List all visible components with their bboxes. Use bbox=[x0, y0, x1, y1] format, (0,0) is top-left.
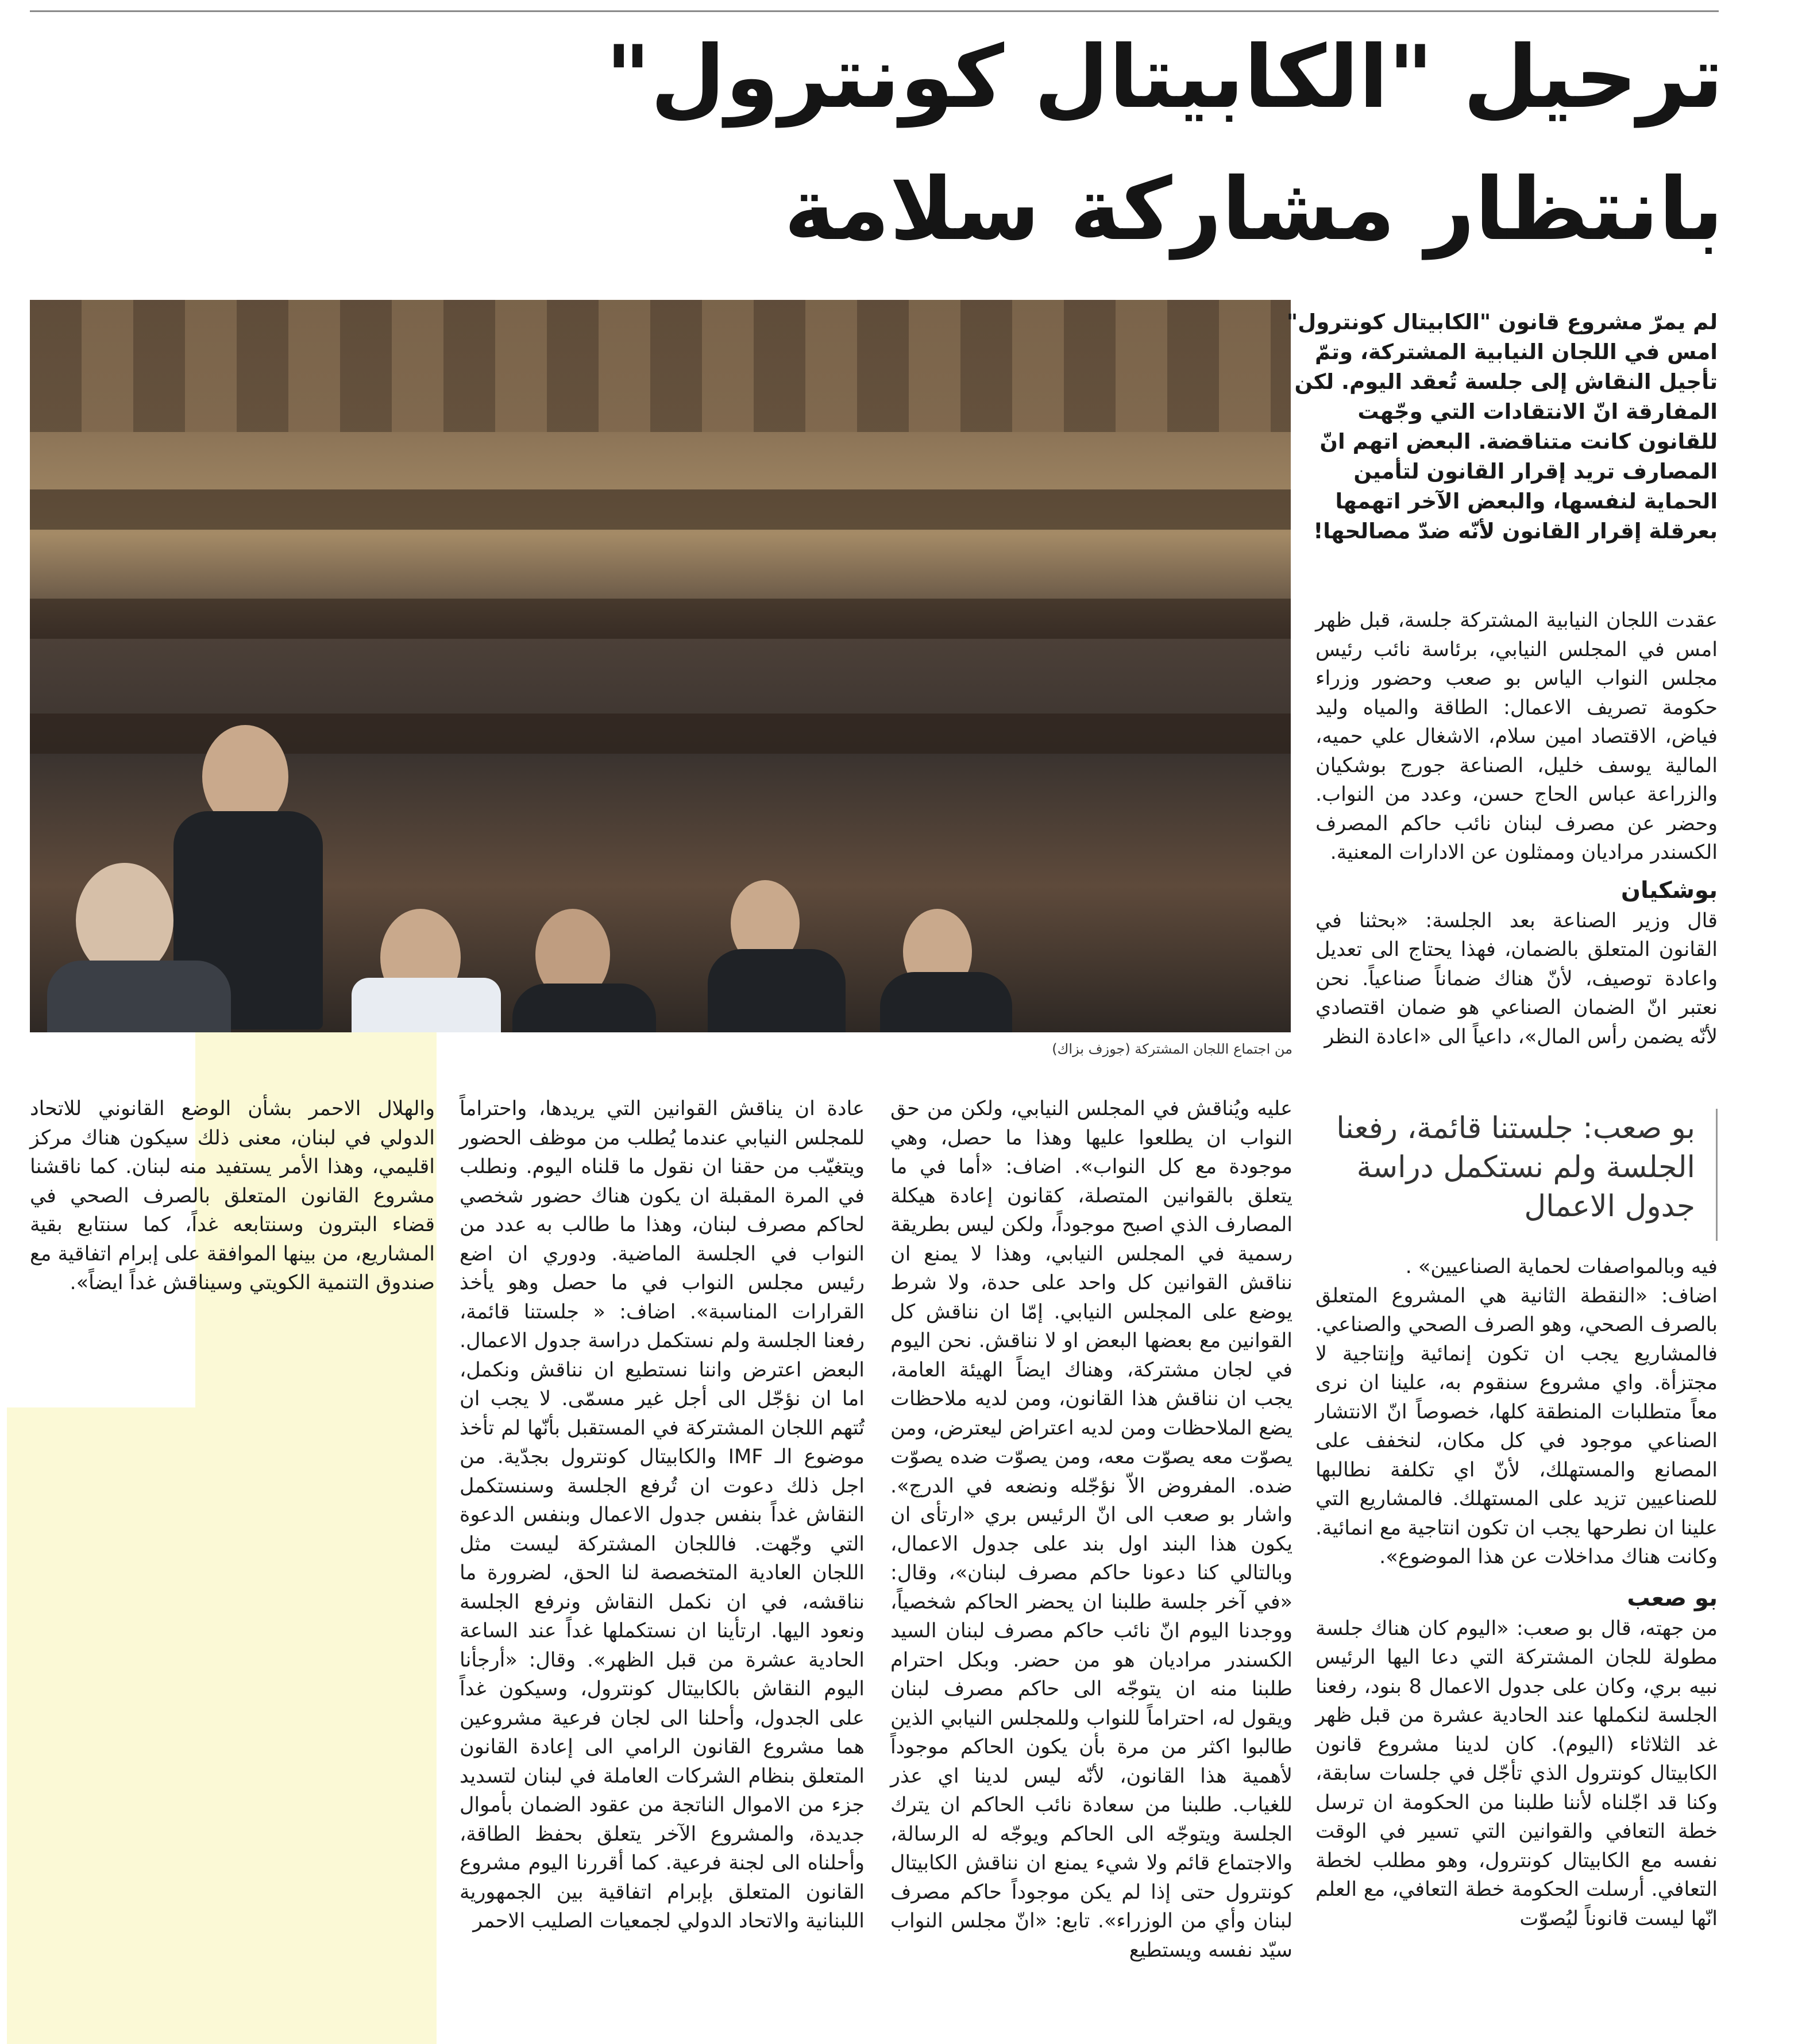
photo-caption: من اجتماع اللجان المشتركة (جوزف بزاك) bbox=[1052, 1041, 1292, 1057]
headline-line-1: ترحيل "الكابيتال كونترول" bbox=[605, 28, 1723, 128]
highlight-band-lower bbox=[7, 1407, 196, 2044]
column-2 bbox=[890, 1094, 1292, 1965]
column-3 bbox=[460, 1094, 865, 1936]
lede-paragraph: لم يمرّ مشروع قانون "الكابيتال كونترول" امس في اللجان النيابية المشتركة، وتمّ تأجيل النقاش إلى جلسة تُعقد اليوم. لكن المفارقة انّ الانتقادات التي وجّهت للقانون كانت متناقضة. البعض اتهم انّ المصارف تريد إقرار القانون لتأمين الحماية لنفسها، والبعض الآخر اتهمها بعرقلة إقرار القانون لأنّه ضدّ مصالحها! bbox=[1286, 310, 1718, 543]
column-4 bbox=[30, 1094, 435, 1298]
bushkian-paragraph: قال وزير الصناعة بعد الجلسة: «بحثنا في القانون المتعلق بالضمان، فهذا يحتاج الى تعديل واعادة توصيف، لأنّ هناك ضماناً صناعياً. نحن نعتبر انّ الضمان الصناعي هو ضمان اقتصادي لأنّه يضمن رأس المال»، داعياً الى «اعادة النظر bbox=[1315, 909, 1718, 1048]
column-3-text: عادة ان يناقش القوانين التي يريدها، واحتراماً للمجلس النيابي عندما يُطلب من موظف الحضور ويتغيّب من حقنا ان نقول ما قلناه اليوم. ونطلب في المرة المقبلة ان يكون هناك حضور شخصي لحاكم مصرف لبنان، وهذا ما طالب به عدد من النواب في الجلسة الماضية. ودوري ان اضع رئيس مجلس النواب في ما حصل وهو يأخذ القرارات المناسبة». اضاف: « جلستنا قائمة، رفعنا الجلسة ولم نستكمل دراسة جدول الاعمال. البعض اعترض واننا نستطيع ان نناقش ونكمل، اما ان نؤجّل الى أجل غير مسمّى. لا يجب ان تُتهم اللجان المشتركة في المستقبل بأنّها لم تأخذ موضوع الـ IMF والكابيتال كونترول بجدّية. من اجل ذلك دعوت ان تُرفع الجلسة وسنستكمل النقاش غداً بنفس جدول الاعمال وبنفس الدعوة التي وجّهت. فاللجان المشتركة ليست مثل اللجان العادية المتخصصة لنا الحق، لضرورة ما نناقشه، في ان نكمل النقاش ونرفع الجلسة ونعود اليها. ارتأينا ان نستكملها غداً عند الساعة الحادية عشرة من قبل الظهر». وقال: «أرجأنا اليوم النقاش بالكابيتال كونترول، وسيكون غداً على الجدول، وأحلنا الى لجان فرعية مشروعين هما مشروع القانون الرامي الى إعادة القانون المتعلق بنظام الشركات العاملة في لبنان لتسديد جزء من الاموال الناتجة من عقود الضمان بأموال جديدة، والمشروع الآخر يتعلق بحفظ الطاقة، وأحلناه الى لجنة فرعية. كما أقررنا اليوم مشروع القانون المتعلق بإبرام اتفاقية بين الجمهورية اللبنانية والاتحاد الدولي لجمعيات الصليب الاحمر bbox=[460, 1097, 865, 1933]
top-rule bbox=[30, 10, 1719, 12]
paragraph-2: فيه وبالمواصفات لحماية الصناعيين» . bbox=[1405, 1255, 1718, 1278]
column-1-bottom bbox=[1315, 1252, 1718, 1933]
subhead-bou-saab: بو صعب bbox=[1627, 1584, 1718, 1611]
column-4-text: والهلال الاحمر بشأن الوضع القانوني للاتحاد الدولي في لبنان، معنى ذلك سيكون هناك مركز اقليمي، وهذا الأمر يستفيد منه لبنان. كما ناقشنا مشروع القانون المتعلق بالصرف الصحي في قضاء البترون وسنتابعه غداً، كما سنتابع بقية المشاريع، من بينها الموافقة على إبرام اتفاقية مع صندوق التنمية الكويتي وسيناقش غداً ايضاً». bbox=[30, 1097, 435, 1294]
column-2-text: عليه ويُناقش في المجلس النيابي، ولكن من حق النواب ان يطلعوا عليها وهذا ما حصل، وهي موجودة مع كل النواب». اضاف: «أما في ما يتعلق بالقوانين المتصلة، كقانون إعادة هيكلة المصارف الذي اصبح موجوداً، ولكن ليس بطريقة رسمية في المجلس النيابي، وهذا لا يمنع ان نناقش القوانين كل واحد على حدة، ولا شرط يوضع على المجلس النيابي. إمّا ان نناقش كل القوانين مع بعضها البعض او لا نناقش. نحن اليوم في لجان مشتركة، وهناك ايضاً الهيئة العامة، يجب ان نناقش هذا القانون، ومن لديه ملاحظات يضع الملاحظات ومن لديه اعتراض ليعترض، ومن يصوّت معه يصوّت معه، ومن يصوّت ضده يصوّت ضده. المفروض الاّ نؤجّله ونضعه في الدرج». واشار بو صعب الى انّ الرئيس بري «ارتأى ان يكون هذا البند اول بند على جدول الاعمال، وبالتالي كنا دعونا حاكم مصرف لبنان»، وقال: «في آخر جلسة طلبنا ان يحضر الحاكم شخصياً، ووجدنا اليوم انّ نائب حاكم مصرف لبنان السيد الكسندر مراديان هو من حضر. وبكل احترام طلبنا منه ان يتوجّه الى حاكم مصرف لبنان ويقول له، احتراماً للنواب وللمجلس النيابي الذين طالبوا اكثر من مرة بأن يكون الحاكم موجوداً لأهمية هذا القانون، لأنّه ليس لدينا اي عذر للغياب. طلبنا من سعادة نائب الحاكم ان يترك الجلسة ويتوجّه الى الحاكم ويوجّه له الرسالة، والاجتماع قائم ولا شيء يمنع ان نناقش الكابيتال كونترول حتى إذا لم يكن موجوداً حاكم مصرف لبنان وأي من الوزراء». تابع: «انّ مجلس النواب سيّد نفسه ويستطيع bbox=[890, 1097, 1292, 1962]
pull-quote: بو صعب: جلستنا قائمة، رفعنا الجلسة ولم نستكمل دراسة جدول الاعمال bbox=[1315, 1109, 1718, 1241]
paragraph-4: من جهته، قال بو صعب: «اليوم كان هناك جلسة مطولة للجان المشتركة التي دعا اليها الرئيس نبيه بري، وكان على جدول الاعمال 8 بنود، رفعنا الجلسة لنكملها عند الحادية عشرة من قبل ظهر غد الثلاثاء (اليوم). كان لدينا مشروع قانون الكابيتال كونترول الذي تأجّل في جلسات سابقة، وكنا قد اجّلناه لأننا طلبنا من الحكومة ان ترسل خطة التعافي والقوانين التي تسير في الوقت نفسه مع الكابيتال كونترول، وهو مطلب لخطة التعافي. أرسلت الحكومة خطة التعافي، مع العلم انّها ليست قانوناً ليُصوّت bbox=[1315, 1617, 1718, 1930]
intro-paragraph: عقدت اللجان النيابية المشتركة جلسة، قبل ظهر امس في المجلس النيابي، برئاسة نائب رئيس مجلس النواب الياس بو صعب وحضور وزراء حكومة تصريف الاعمال: الطاقة والمياه وليد فياض، الاقتصاد امين سلام، الاشغال علي حميه، المالية يوسف خليل، الصناعة جورج بوشكيان والزراعة عباس الحاج حسن، وعدد من النواب. وحضر عن مصرف لبنان نائب حاكم المصرف الكسندر مراديان وممثلون عن الادارات المعنية. bbox=[1315, 609, 1718, 864]
session-photo bbox=[30, 300, 1291, 1032]
subhead-bushkian: بوشكيان bbox=[1620, 877, 1718, 904]
paragraph-3: اضاف: «النقطة الثانية هي المشروع المتعلق بالصرف الصحي، وهو الصرف الصحي والصناعي. فالمشاريع يجب ان تكون إنمائية وإنتاجية لا مجتزأة. واي مشروع سنقوم به، علينا ان نرى معاً متطلبات المنطقة كلها، خصوصاً انّ الانتشار الصناعي موجود في كل مكان، لنخفف على المصانع والمستهلك، لأنّ اي تكلفة نطالبها للصناعيين تزيد على المستهلك. فالمشاريع التي علينا ان نطرحها يجب ان تكون انتاجية مع انمائية. وكانت هناك مداخلات عن هذا الموضوع». bbox=[1315, 1284, 1718, 1568]
headline-line-2: بانتظار مشاركة سلامة bbox=[784, 160, 1723, 260]
column-1-top bbox=[1315, 606, 1718, 1051]
